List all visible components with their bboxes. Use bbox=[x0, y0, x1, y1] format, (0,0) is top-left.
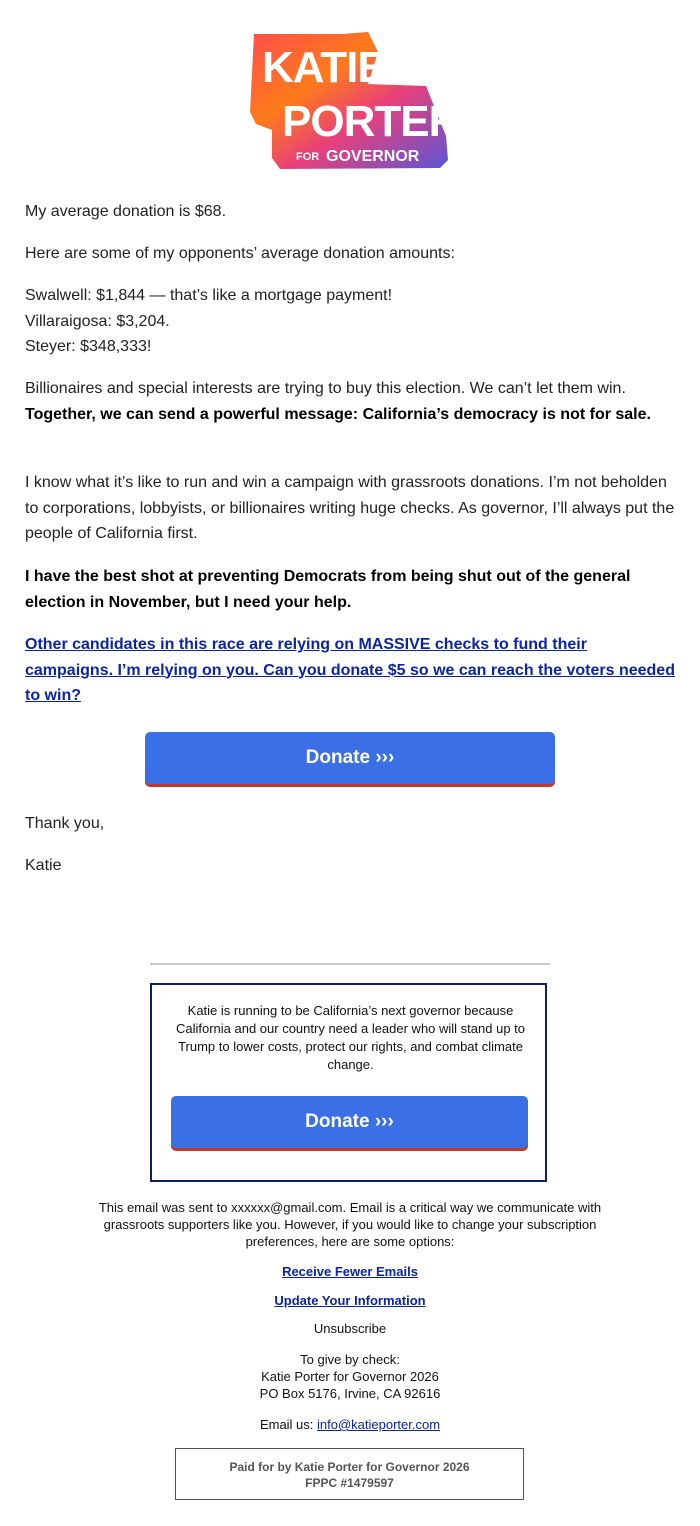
donate-appeal-paragraph bbox=[25, 632, 675, 709]
billionaires-paragraph bbox=[25, 376, 675, 427]
unsubscribe-link[interactable]: Unsubscribe bbox=[313, 1321, 387, 1336]
opponent-item: Swalwell: $1,844 — that’s like a mortgage payment! bbox=[25, 287, 393, 304]
fewer-emails-row bbox=[0, 1263, 700, 1280]
opponent-item: Villaraigosa: $3,204. bbox=[25, 312, 170, 330]
receive-fewer-emails-link[interactable]: Receive Fewer Emails bbox=[282, 1264, 418, 1279]
mission-box bbox=[150, 983, 547, 1182]
logo-line-1: KATIE bbox=[262, 43, 386, 92]
update-info-row bbox=[0, 1292, 700, 1309]
logo-line-3-big: GOVERNOR bbox=[326, 148, 420, 165]
footer-donate-button[interactable]: Donate ››› bbox=[171, 1096, 528, 1148]
ffpc-text: FPPC #1479597 bbox=[305, 1476, 394, 1490]
thank-you-text: Thank you, bbox=[25, 815, 105, 832]
logo-line-2: PORTER bbox=[282, 97, 450, 146]
mission-text: Katie is running to be California’s next governor because California and our country need a leader who will stand up to Trump to lower costs, protect our rights, and combat climate change. bbox=[175, 1003, 526, 1072]
donate-appeal-link[interactable]: Other candidates in this race are relying on MASSIVE checks to fund their campaigns. I’m relying on you. Can you donate $5 so we can reach the voters needed to win? bbox=[25, 636, 675, 704]
paid-for-text: Paid for by Katie Porter for Governor 2026 bbox=[229, 1460, 470, 1474]
email-us-label: Email us: bbox=[259, 1417, 318, 1432]
powerful-message-text: Together, we can send a powerful message: California’s democracy is not for sale. bbox=[25, 405, 651, 423]
opponents-list bbox=[25, 283, 675, 360]
opponent-item: Steyer: $348,333! bbox=[25, 338, 152, 355]
update-information-link[interactable]: Update Your Information bbox=[274, 1293, 426, 1308]
grassroots-paragraph: I know what it’s like to run and win a campaign with grassroots donations. I’m not beholden to corporations, lobbyists, or billionaires writing huge checks. As governor, I’ll always put the people of California first. bbox=[25, 474, 675, 542]
billionaires-text: Billionaires and special interests are trying to buy this election. We can’t let them win. bbox=[25, 380, 626, 397]
best-shot-paragraph bbox=[25, 564, 675, 615]
footer-divider bbox=[150, 963, 550, 965]
sent-to-text: This email was sent to xxxxxx@gmail.com. Email is a critical way we communicate with grassroots supporters like you. However, if you would like to change your subscription preferences, here are some options: bbox=[98, 1200, 602, 1249]
logo-line-3-small: FOR bbox=[296, 151, 320, 163]
opponents-intro-text: Here are some of my opponents’ average donation amounts: bbox=[25, 245, 455, 262]
donate-button[interactable]: Donate ››› bbox=[145, 732, 555, 784]
check-heading: To give by check: bbox=[300, 1352, 400, 1367]
campaign-logo bbox=[250, 32, 450, 169]
best-shot-text: I have the best shot at preventing Democrats from being shut out of the general election in November, but I need your help. bbox=[25, 568, 631, 611]
check-name: Katie Porter for Governor 2026 bbox=[261, 1369, 439, 1384]
paid-for-box bbox=[175, 1448, 524, 1500]
check-address: PO Box 5176, Irvine, CA 92616 bbox=[259, 1386, 441, 1401]
average-donation-text: My average donation is $68. bbox=[25, 203, 227, 220]
signoff-text: Katie bbox=[25, 857, 62, 874]
email-us-row bbox=[0, 1416, 700, 1433]
email-us-link[interactable]: info@katieporter.com bbox=[317, 1417, 441, 1432]
